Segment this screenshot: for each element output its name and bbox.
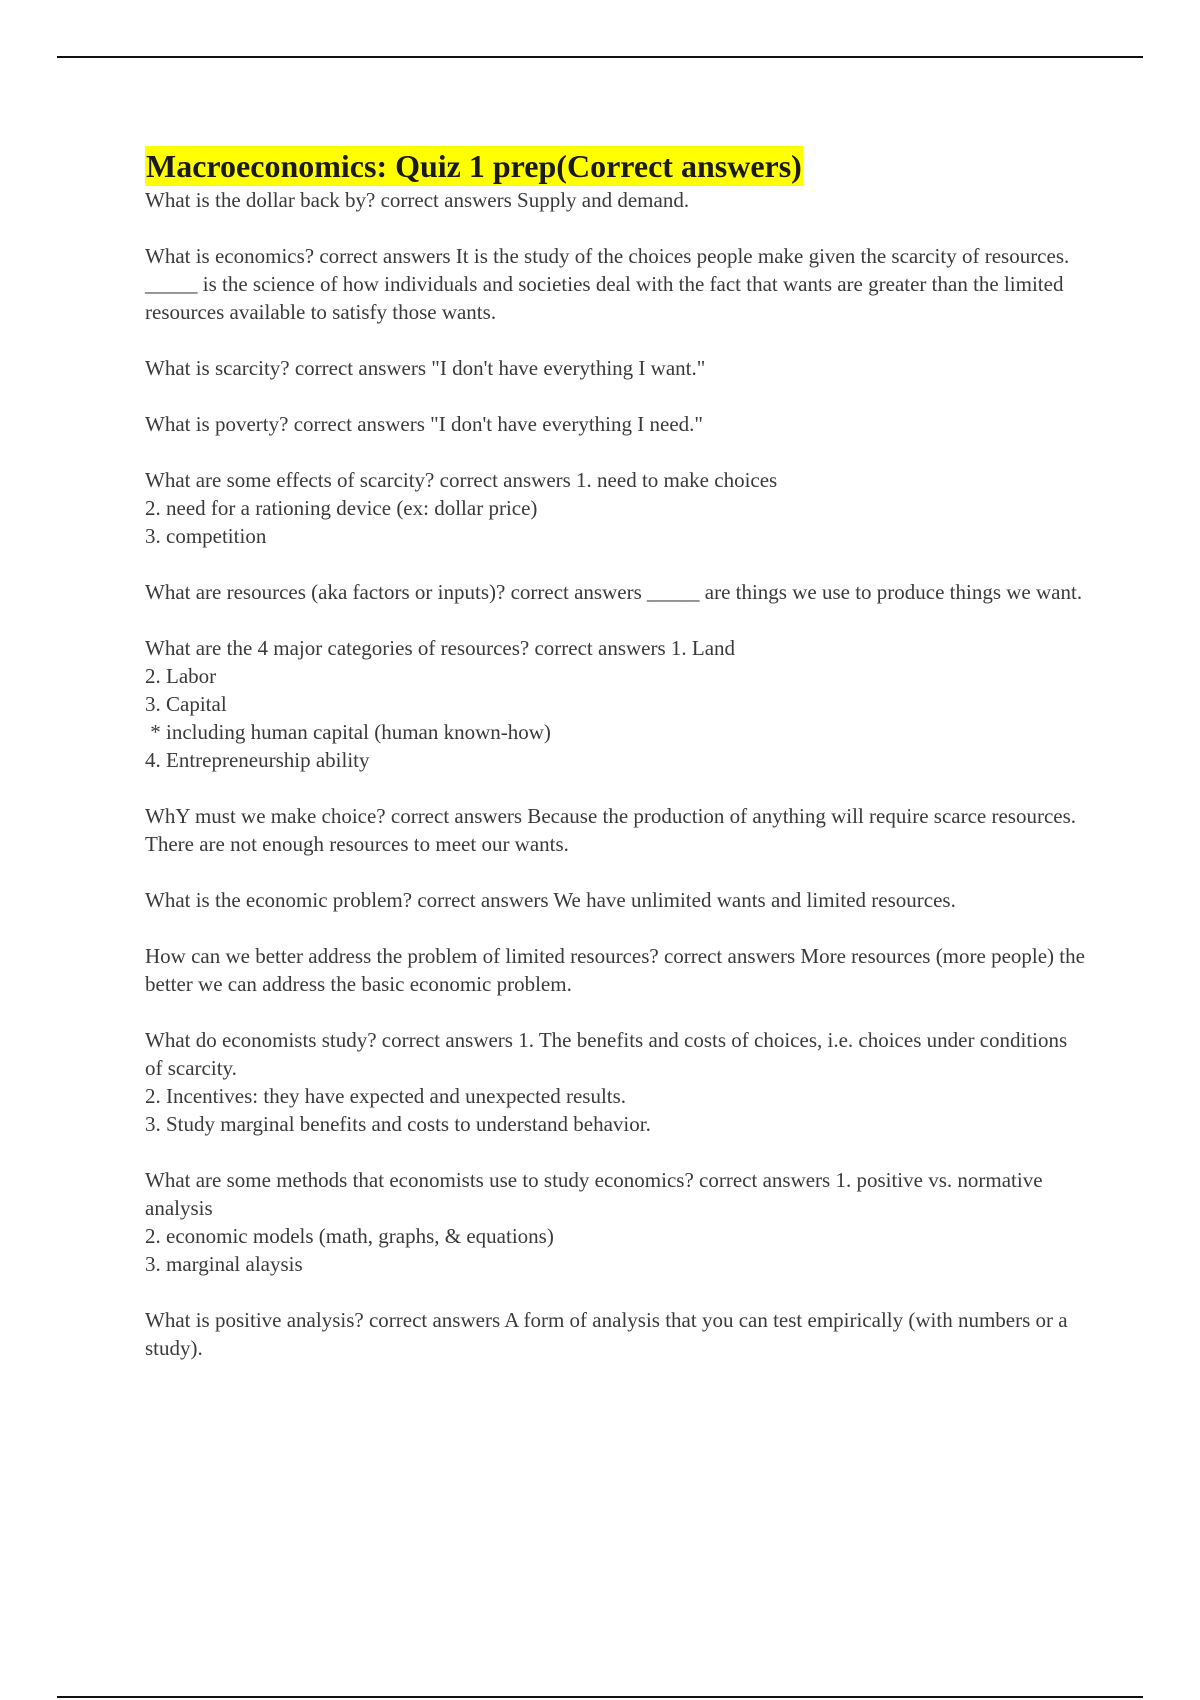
qa-item: What do economists study? correct answers 1. The benefits and costs of choices, i.e. choices under conditions of scarcity. 2. Incentives: they have expected and unexpected results. 3. Study marginal benefits and costs to understand behavior. (145, 1028, 1068, 1136)
top-rule (57, 56, 1143, 58)
qa-item: What are resources (aka factors or inputs)? correct answers _____ are things we use to produce things we want. (145, 580, 1083, 604)
qa-item: How can we better address the problem of limited resources? correct answers More resources (more people) the better we can address the basic economic problem. (145, 944, 1091, 996)
qa-item: What is scarcity? correct answers "I don't have everything I want." (145, 356, 706, 380)
qa-item: What is economics? correct answers It is the study of the choices people make given the scarcity of resources. _____ is the science of how individuals and societies deal with the fact that wants are greater than the limited resources available to satisfy those wants. (145, 244, 1075, 324)
document-body (145, 146, 1091, 1390)
qa-item: What is poverty? correct answers "I don't have everything I need." (145, 412, 703, 436)
qa-item: WhY must we make choice? correct answers Because the production of anything will require scarce resources. There are not enough resources to meet our wants. (145, 804, 1081, 856)
qa-item: What are the 4 major categories of resources? correct answers 1. Land 2. Labor 3. Capital * including human capital (human known-how) 4. Entrepreneurship ability (145, 636, 736, 772)
qa-item: What is positive analysis? correct answers A form of analysis that you can test empirically (with numbers or a study). (145, 1308, 1073, 1360)
qa-item: What is the dollar back by? correct answers Supply and demand. (145, 188, 690, 212)
qa-item: What is the economic problem? correct answers We have unlimited wants and limited resources. (145, 888, 956, 912)
qa-item: What are some effects of scarcity? correct answers 1. need to make choices 2. need for a rationing device (ex: dollar price) 3. competition (145, 468, 778, 548)
bottom-rule (57, 1696, 1143, 1698)
qa-item: What are some methods that economists use to study economics? correct answers 1. positive vs. normative analysis 2. economic models (math, graphs, & equations) 3. marginal alaysis (145, 1168, 1043, 1276)
qa-list (145, 186, 1091, 1362)
document-title: Macroeconomics: Quiz 1 prep(Correct answers) (146, 148, 802, 184)
